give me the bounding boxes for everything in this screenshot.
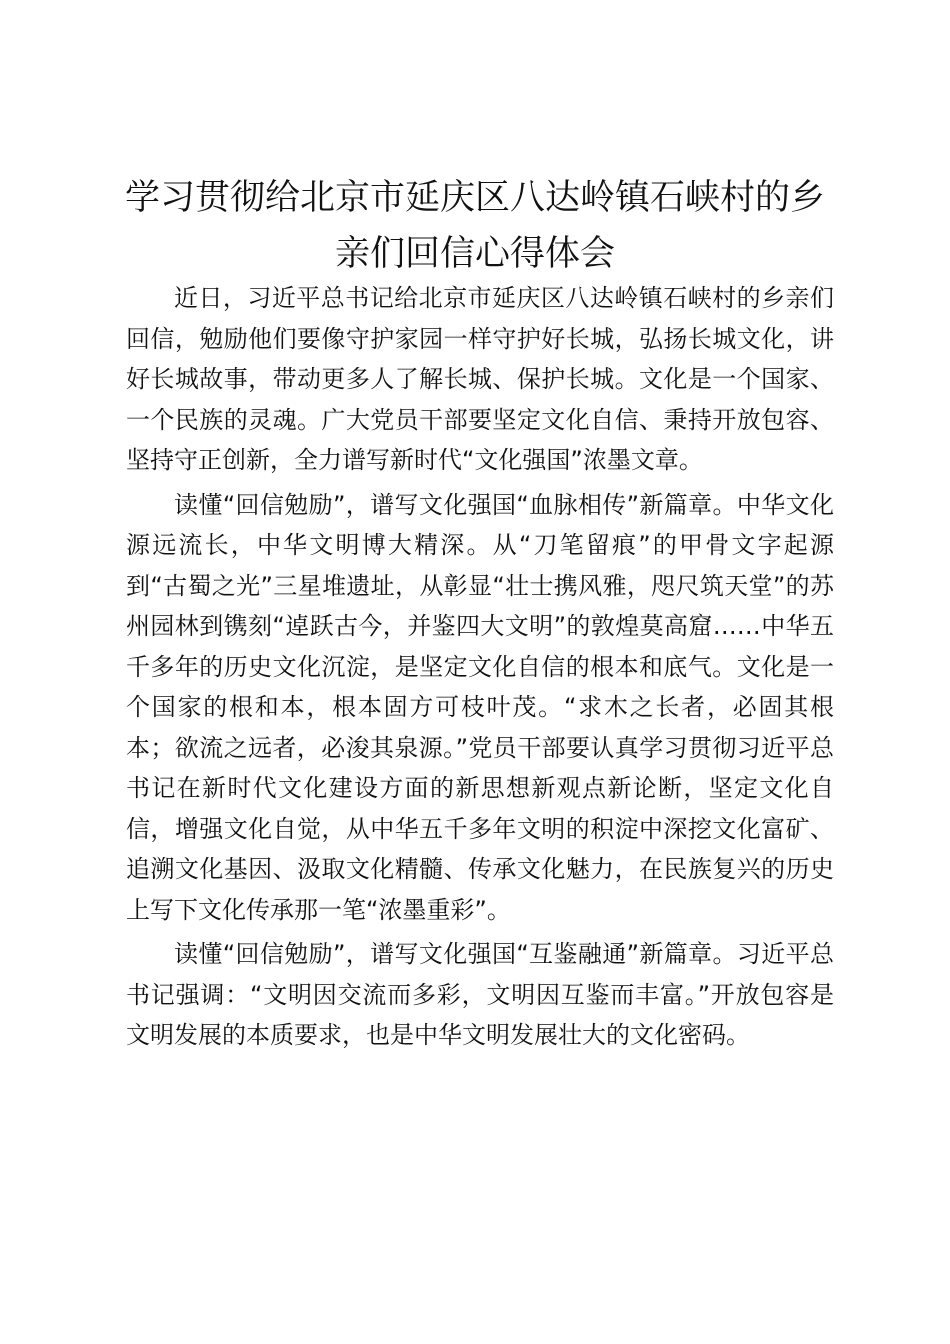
document-title: 学习贯彻给北京市延庆区八达岭镇石峡村的乡亲们回信心得体会 [124, 178, 825, 274]
paragraph-exchange: 读懂“回信勉励”，谱写文化强国“互鉴融通”新篇章。习近平总书记强调：“文明因交流而多彩，文明因互鉴而丰富。”开放包容是文明发展的本质要求，也是中华文明发展壮大的文化密码。 [126, 940, 834, 1049]
paragraph-intro: 近日，习近平总书记给北京市延庆区八达岭镇石峡村的乡亲们回信，勉励他们要像守护家园一样守护好长城，弘扬长城文化，讲好长城故事，带动更多人了解长城、保护长城。文化是一个国家、一个民族的灵魂。广大党员干部要坚定文化自信、秉持开放包容、坚持守正创新，全力谱写新时代“文化强国”浓墨文章。 [126, 284, 834, 474]
paragraph-heritage: 读懂“回信勉励”，谱写文化强国“血脉相传”新篇章。中华文化源远流长，中华文明博大精深。从“刀笔留痕”的甲骨文字起源到“古蜀之光”三星堆遗址，从彰显“壮士携风雅，咫尺筑天堂”的苏州园林到镌刻“逴跃古今，并鉴四大文明”的敦煌莫高窟……中华五千多年的历史文化沉淀，是坚定文化自信的根本和底气。文化是一个国家的根和本，根本固方可枝叶茂。“求木之长者，必固其根本；欲流之远者，必浚其泉源。”党员干部要认真学习贯彻习近平总书记在新时代文化建设方面的新思想新观点新论断，坚定文化自信，增强文化自觉，从中华五千多年文明的积淀中深挖文化富矿、追溯文化基因、汲取文化精髓、传承文化魅力，在民族复兴的历史上写下文化传承那一笔“浓墨重彩”。 [126, 490, 834, 924]
document-body [126, 278, 834, 1060]
